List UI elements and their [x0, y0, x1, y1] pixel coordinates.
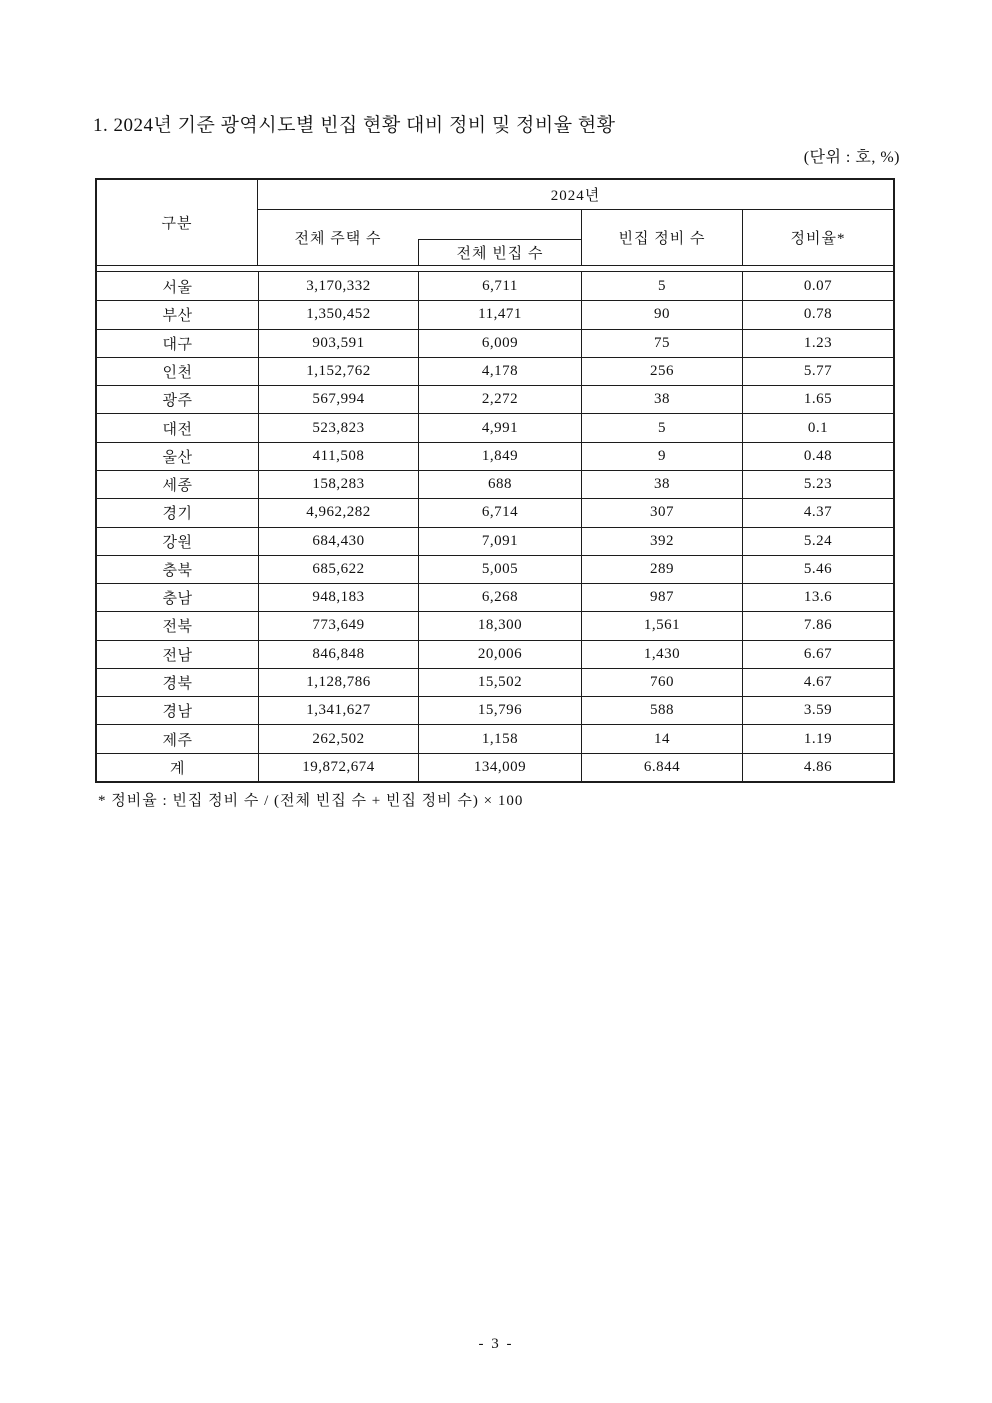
cell-vacant: 6,268 — [418, 584, 581, 611]
cell-renovated: 289 — [581, 556, 742, 583]
cell-rate: 0.07 — [742, 272, 893, 300]
cell-rate: 5.46 — [742, 556, 893, 583]
table-row — [97, 696, 893, 724]
cell-renovated: 5 — [581, 272, 742, 300]
table-row — [97, 527, 893, 555]
cell-vacant: 5,005 — [418, 556, 581, 583]
cell-rate: 4.67 — [742, 669, 893, 696]
cell-region: 제주 — [162, 732, 193, 749]
cell-total_houses: 523,823 — [258, 414, 418, 441]
unit-note: (단위 : 호, %) — [803, 149, 900, 166]
cell-vacant: 15,796 — [418, 697, 581, 724]
cell-rate: 7.86 — [742, 612, 893, 639]
cell-total_houses: 1,350,452 — [258, 301, 418, 328]
cell-total_houses: 1,341,627 — [258, 697, 418, 724]
cell-region: 전남 — [162, 647, 193, 664]
cell-total_houses: 158,283 — [258, 471, 418, 498]
cell-vacant: 6,009 — [418, 330, 581, 357]
cell-renovated: 90 — [581, 301, 742, 328]
cell-renovated: 760 — [581, 669, 742, 696]
cell-total_houses: 685,622 — [258, 556, 418, 583]
cell-rate: 1.65 — [742, 386, 893, 413]
cell-vacant: 7,091 — [418, 528, 581, 555]
cell-total_houses: 773,649 — [258, 612, 418, 639]
table-row — [97, 272, 893, 300]
cell-region: 계 — [170, 760, 185, 777]
cell-total_houses: 903,591 — [258, 330, 418, 357]
cell-region: 대전 — [162, 421, 193, 438]
cell-renovated: 38 — [581, 471, 742, 498]
table-header — [97, 180, 893, 266]
cell-total_houses: 567,994 — [258, 386, 418, 413]
cell-rate: 4.37 — [742, 499, 893, 526]
cell-region: 울산 — [162, 449, 193, 466]
cell-rate: 1.23 — [742, 330, 893, 357]
cell-total_houses: 1,128,786 — [258, 669, 418, 696]
header-cell-rate: 정비율* — [742, 210, 893, 265]
table-row — [97, 357, 893, 385]
header-cell-renovated: 빈집 정비 수 — [581, 210, 742, 265]
header-cell-total-houses: 전체 주택 수 — [294, 231, 382, 247]
cell-renovated: 14 — [581, 725, 742, 752]
cell-rate: 3.59 — [742, 697, 893, 724]
cell-rate: 5.23 — [742, 471, 893, 498]
cell-total_houses: 684,430 — [258, 528, 418, 555]
cell-rate: 5.77 — [742, 358, 893, 385]
cell-rate: 5.24 — [742, 528, 893, 555]
cell-vacant: 4,178 — [418, 358, 581, 385]
footnote: * 정비율 : 빈집 정비 수 / (전체 빈집 수 + 빈집 정비 수) × 100 — [98, 793, 524, 809]
cell-total_houses: 3,170,332 — [258, 272, 418, 300]
cell-vacant: 18,300 — [418, 612, 581, 639]
table-row — [97, 300, 893, 328]
cell-total_houses: 411,508 — [258, 443, 418, 470]
cell-total_houses: 948,183 — [258, 584, 418, 611]
table-row — [97, 611, 893, 639]
table-row — [97, 442, 893, 470]
cell-renovated: 987 — [581, 584, 742, 611]
cell-region: 경기 — [162, 506, 193, 523]
cell-region: 경북 — [162, 676, 193, 693]
page-number: - 3 - — [478, 1336, 514, 1352]
cell-region: 인천 — [162, 364, 193, 381]
table-row — [97, 583, 893, 611]
table-row — [97, 555, 893, 583]
cell-rate: 0.48 — [742, 443, 893, 470]
table-row — [97, 329, 893, 357]
cell-renovated: 5 — [581, 414, 742, 441]
table-row — [97, 640, 893, 668]
cell-total_houses: 1,152,762 — [258, 358, 418, 385]
cell-rate: 0.78 — [742, 301, 893, 328]
statistics-table — [95, 178, 895, 783]
cell-region: 서울 — [162, 279, 193, 296]
header-cell-gubun: 구분 — [97, 180, 258, 265]
header-cell-year-2024: 2024년 — [258, 180, 893, 210]
cell-vacant: 11,471 — [418, 301, 581, 328]
cell-total_houses: 262,502 — [258, 725, 418, 752]
cell-total_houses: 19,872,674 — [258, 754, 418, 781]
page-title: 1. 2024년 기준 광역시도별 빈집 현황 대비 정비 및 정비율 현황 — [93, 115, 616, 136]
cell-vacant: 15,502 — [418, 669, 581, 696]
cell-renovated: 307 — [581, 499, 742, 526]
table-row-total — [97, 753, 893, 781]
cell-renovated: 1,561 — [581, 612, 742, 639]
table-row — [97, 498, 893, 526]
cell-total_houses: 846,848 — [258, 641, 418, 668]
cell-rate: 0.1 — [742, 414, 893, 441]
cell-rate: 1.19 — [742, 725, 893, 752]
header-cell-total-vacant: 전체 빈집 수 — [418, 239, 581, 265]
cell-rate: 6.67 — [742, 641, 893, 668]
cell-rate: 13.6 — [742, 584, 893, 611]
cell-vacant: 1,158 — [418, 725, 581, 752]
cell-renovated: 1,430 — [581, 641, 742, 668]
cell-rate: 4.86 — [742, 754, 893, 781]
table-row — [97, 413, 893, 441]
table-row — [97, 724, 893, 752]
cell-region: 전북 — [162, 619, 193, 636]
cell-vacant: 6,714 — [418, 499, 581, 526]
cell-renovated: 6.844 — [581, 754, 742, 781]
cell-vacant: 4,991 — [418, 414, 581, 441]
cell-vacant: 6,711 — [418, 272, 581, 300]
table-body — [97, 271, 893, 781]
table-row — [97, 668, 893, 696]
cell-region: 대구 — [162, 336, 193, 353]
cell-renovated: 256 — [581, 358, 742, 385]
cell-vacant: 2,272 — [418, 386, 581, 413]
cell-vacant: 134,009 — [418, 754, 581, 781]
cell-total_houses: 4,962,282 — [258, 499, 418, 526]
cell-region: 충북 — [162, 562, 193, 579]
cell-vacant: 688 — [418, 471, 581, 498]
cell-region: 충남 — [162, 591, 193, 608]
cell-vacant: 20,006 — [418, 641, 581, 668]
cell-region: 경남 — [162, 704, 193, 721]
table-row — [97, 470, 893, 498]
cell-renovated: 9 — [581, 443, 742, 470]
table-row — [97, 385, 893, 413]
cell-region: 강원 — [162, 534, 193, 551]
cell-region: 부산 — [162, 308, 193, 325]
cell-renovated: 75 — [581, 330, 742, 357]
cell-vacant: 1,849 — [418, 443, 581, 470]
cell-renovated: 588 — [581, 697, 742, 724]
cell-region: 광주 — [162, 393, 193, 410]
cell-renovated: 38 — [581, 386, 742, 413]
cell-region: 세종 — [162, 478, 193, 495]
cell-renovated: 392 — [581, 528, 742, 555]
